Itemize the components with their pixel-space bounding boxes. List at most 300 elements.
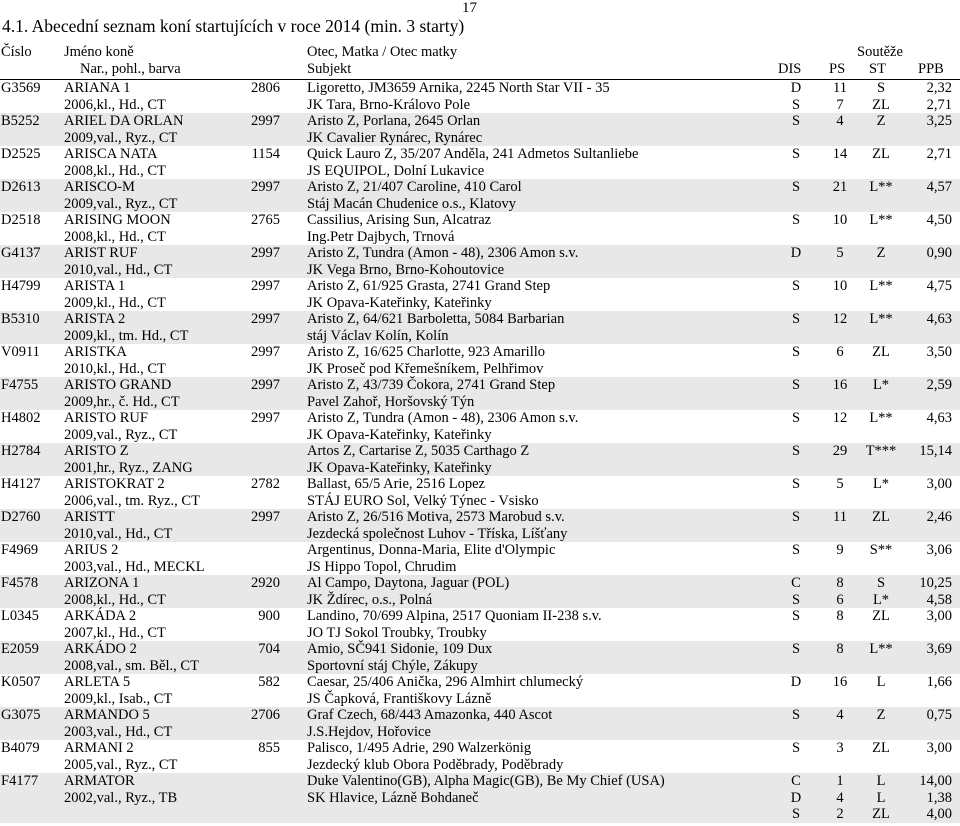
- horse-list: [0, 80, 960, 823]
- horse-info: 2009,val., Ryz., CT: [64, 129, 178, 146]
- result-ppb: 4,50: [926, 212, 952, 228]
- horse-entry: [0, 179, 960, 212]
- horse-id: K0507: [1, 674, 41, 690]
- result-st: Z: [876, 113, 886, 129]
- horse-name: ARIST RUF: [64, 245, 138, 261]
- horse-entry: [0, 542, 960, 575]
- entry-line: [0, 97, 960, 114]
- result-dis: D: [790, 789, 802, 806]
- result-st: S: [876, 575, 886, 591]
- pedigree: Graf Czech, 68/443 Amazonka, 440 Ascot: [307, 707, 553, 723]
- page-title: 4.1. Abecední seznam koní startujících v roce 2014 (min. 3 starty): [2, 16, 465, 36]
- horse-name: ARMANI 2: [64, 740, 134, 756]
- entry-line: [0, 410, 960, 427]
- subject: JK Cavalier Rynárec, Rynárec: [307, 129, 483, 146]
- horse-name: ARISCO-M: [64, 179, 135, 195]
- sire-number: 2806: [251, 80, 280, 96]
- entry-line: [0, 377, 960, 394]
- result-dis: S: [791, 179, 801, 195]
- pedigree: Aristo Z, 21/407 Caroline, 410 Carol: [307, 179, 522, 195]
- result-ps: 8: [836, 641, 844, 657]
- sire-number: 2782: [251, 476, 280, 492]
- entry-line: [0, 691, 960, 708]
- horse-id: H2784: [1, 443, 41, 459]
- horse-info: 2008,kl., Hd., CT: [64, 591, 166, 608]
- sire-number: 1154: [251, 146, 280, 162]
- subject: Jezdecký klub Obora Poděbrady, Poděbrady: [307, 756, 564, 773]
- result-ps: 5: [836, 245, 844, 261]
- result-dis: S: [791, 146, 801, 162]
- result-ps: 8: [836, 608, 844, 624]
- entry-line: [0, 245, 960, 262]
- horse-info: 2009,kl., tm. Hd., CT: [64, 327, 189, 344]
- result-ppb: 10,25: [919, 575, 952, 591]
- result-ppb: 1,66: [926, 674, 952, 690]
- result-st: L**: [869, 278, 893, 294]
- result-ppb: 2,71: [926, 96, 952, 113]
- result-st: L*: [872, 476, 890, 492]
- horse-entry: [0, 212, 960, 245]
- entry-line: [0, 592, 960, 609]
- result-ppb: 3,00: [926, 740, 952, 756]
- horse-id: H4802: [1, 410, 41, 426]
- horse-info: 2008,kl., Hd., CT: [64, 228, 166, 245]
- sire-number: 2997: [251, 509, 280, 525]
- sire-number: 2997: [251, 113, 280, 129]
- entry-line: [0, 493, 960, 510]
- horse-info: 2001,hr., Ryz., ZANG: [64, 459, 193, 476]
- horse-info: 2003,val., Hd., MECKL: [64, 558, 205, 575]
- page-number: 17: [462, 0, 477, 16]
- result-st: ZL: [872, 96, 890, 113]
- result-ps: 11: [833, 509, 847, 525]
- result-dis: S: [791, 542, 801, 558]
- entry-line: [0, 773, 960, 790]
- pedigree: Aristo Z, 61/925 Grasta, 2741 Grand Step: [307, 278, 551, 294]
- result-ppb: 4,75: [926, 278, 952, 294]
- result-dis: S: [791, 113, 801, 129]
- horse-id: V0911: [1, 344, 40, 360]
- result-st: ZL: [872, 146, 890, 162]
- result-st: S: [876, 80, 886, 96]
- horse-entry: [0, 707, 960, 740]
- pedigree: Aristo Z, Tundra (Amon - 48), 2306 Amon s.v.: [307, 245, 579, 261]
- entry-line: [0, 476, 960, 493]
- sire-number: 2997: [251, 179, 280, 195]
- horse-info: 2003,val., Hd., CT: [64, 723, 173, 740]
- horse-info: 2008,kl., Hd., CT: [64, 162, 166, 179]
- horse-info: 2009,hr., č. Hd., CT: [64, 393, 180, 410]
- horse-info: 2009,val., Ryz., CT: [64, 426, 178, 443]
- horse-entry: [0, 278, 960, 311]
- result-ps: 12: [832, 311, 848, 327]
- horse-name: ARIUS 2: [64, 542, 119, 558]
- result-dis: S: [791, 377, 801, 393]
- horse-entry: [0, 740, 960, 773]
- pedigree: Aristo Z, 64/621 Barboletta, 5084 Barbarian: [307, 311, 565, 327]
- result-st: L*: [872, 591, 890, 608]
- result-ppb: 2,32: [926, 80, 952, 96]
- entry-line: [0, 443, 960, 460]
- entry-line: [0, 674, 960, 691]
- subject: Jezdecká společnost Luhov - Tříska, Líšťany: [307, 525, 568, 542]
- result-ppb: 3,00: [926, 608, 952, 624]
- horse-id: L0345: [1, 608, 39, 624]
- result-ppb: 2,46: [926, 509, 952, 525]
- horse-entry: [0, 344, 960, 377]
- result-st: L**: [869, 311, 893, 327]
- entry-line: [0, 658, 960, 675]
- horse-info: 2002,val., Ryz., TB: [64, 789, 178, 806]
- result-ppb: 4,00: [926, 806, 952, 822]
- result-dis: S: [791, 212, 801, 228]
- result-ppb: 3,06: [926, 542, 952, 558]
- entry-line: [0, 196, 960, 213]
- header-st: ST: [869, 61, 886, 77]
- sire-number: 2706: [251, 707, 280, 723]
- entry-line: [0, 179, 960, 196]
- result-st: ZL: [872, 344, 890, 360]
- pedigree: Aristo Z, 16/625 Charlotte, 923 Amarillo: [307, 344, 546, 360]
- result-ps: 4: [836, 113, 844, 129]
- result-dis: S: [791, 96, 801, 113]
- result-ppb: 4,58: [926, 591, 952, 608]
- horse-entry: [0, 80, 960, 113]
- result-ps: 10: [832, 212, 848, 228]
- header-nar: Nar., pohl., barva: [80, 61, 181, 77]
- subject: Stáj Macán Chudenice o.s., Klatovy: [307, 195, 516, 212]
- result-st: Z: [876, 245, 886, 261]
- result-st: ZL: [872, 740, 890, 756]
- result-st: ZL: [872, 509, 890, 525]
- subject: Ing.Petr Dajbych, Trnová: [307, 228, 455, 245]
- result-ps: 21: [832, 179, 848, 195]
- horse-id: E2059: [1, 641, 39, 657]
- pedigree: Duke Valentino(GB), Alpha Magic(GB), Be My Chief (USA): [307, 773, 665, 789]
- entry-line: [0, 278, 960, 295]
- result-st: ZL: [872, 608, 890, 624]
- horse-id: D2760: [1, 509, 41, 525]
- result-dis: S: [791, 641, 801, 657]
- result-st: L: [876, 674, 886, 690]
- entry-line: [0, 509, 960, 526]
- horse-name: ARISTO GRAND: [64, 377, 172, 393]
- result-ps: 5: [836, 476, 844, 492]
- pedigree: Aristo Z, 43/739 Čokora, 2741 Grand Step: [307, 377, 556, 393]
- result-st: T***: [865, 443, 897, 459]
- horse-entry: [0, 641, 960, 674]
- entry-line: [0, 212, 960, 229]
- horse-name: ARISTKA: [64, 344, 127, 360]
- result-st: L**: [869, 641, 893, 657]
- entry-line: [0, 608, 960, 625]
- result-st: S**: [869, 542, 893, 558]
- result-ps: 29: [832, 443, 848, 459]
- entry-line: [0, 542, 960, 559]
- horse-name: ARISTO Z: [64, 443, 129, 459]
- header-jmeno: Jméno koně: [64, 44, 134, 60]
- result-st: L: [876, 789, 886, 806]
- sire-number: 2765: [251, 212, 280, 228]
- result-ps: 11: [833, 80, 847, 96]
- horse-name: ARISTT: [64, 509, 115, 525]
- entry-line: [0, 394, 960, 411]
- subject: stáj Václav Kolín, Kolín: [307, 327, 449, 344]
- sire-number: 2997: [251, 344, 280, 360]
- subject: Sportovní stáj Chýle, Zákupy: [307, 657, 478, 674]
- subject: Pavel Zahoř, Horšovský Týn: [307, 393, 475, 410]
- horse-name: ARISCA NATA: [64, 146, 158, 162]
- pedigree: Aristo Z, Tundra (Amon - 48), 2306 Amon s.v.: [307, 410, 579, 426]
- header-soutěže: Soutěže: [857, 44, 903, 60]
- result-ps: 16: [832, 377, 848, 393]
- pedigree: Aristo Z, Porlana, 2645 Orlan: [307, 113, 481, 129]
- subject: JK Tara, Brno-Královo Pole: [307, 96, 471, 113]
- result-dis: S: [791, 344, 801, 360]
- result-ps: 8: [836, 575, 844, 591]
- horse-name: ARIANA 1: [64, 80, 131, 96]
- horse-entry: [0, 773, 960, 823]
- horse-name: ARIZONA 1: [64, 575, 140, 591]
- subject: JK Opava-Kateřinky, Kateřinky: [307, 294, 492, 311]
- result-ppb: 3,50: [926, 344, 952, 360]
- pedigree: Cassilius, Arising Sun, Alcatraz: [307, 212, 492, 228]
- horse-info: 2006,val., tm. Ryz., CT: [64, 492, 200, 509]
- horse-id: B4079: [1, 740, 40, 756]
- result-ppb: 4,63: [926, 410, 952, 426]
- result-st: ZL: [872, 806, 890, 822]
- subject: STÁJ EURO Sol, Velký Týnec - Vsisko: [307, 492, 539, 509]
- entry-line: [0, 80, 960, 97]
- sire-number: 900: [258, 608, 280, 624]
- horse-id: F4578: [1, 575, 39, 591]
- result-ps: 4: [836, 707, 844, 723]
- result-ps: 1: [836, 773, 844, 789]
- result-st: L**: [869, 179, 893, 195]
- result-ppb: 4,63: [926, 311, 952, 327]
- horse-name: ARMATOR: [64, 773, 135, 789]
- result-ppb: 3,69: [926, 641, 952, 657]
- entry-line: [0, 707, 960, 724]
- entry-line: [0, 575, 960, 592]
- sire-number: 582: [258, 674, 280, 690]
- result-dis: D: [790, 674, 802, 690]
- horse-entry: [0, 674, 960, 707]
- pedigree: Quick Lauro Z, 35/207 Anděla, 241 Admetos Sultanliebe: [307, 146, 639, 162]
- horse-id: G3075: [1, 707, 41, 723]
- pedigree: Al Campo, Daytona, Jaguar (POL): [307, 575, 510, 591]
- result-ps: 3: [836, 740, 844, 756]
- result-dis: D: [790, 80, 802, 96]
- horse-name: ARMANDO 5: [64, 707, 150, 723]
- entry-line: [0, 163, 960, 180]
- pedigree: Artos Z, Cartarise Z, 5035 Carthago Z: [307, 443, 530, 459]
- horse-id: F4755: [1, 377, 39, 393]
- horse-id: F4969: [1, 542, 39, 558]
- horse-entry: [0, 113, 960, 146]
- result-dis: S: [791, 311, 801, 327]
- horse-entry: [0, 377, 960, 410]
- subject: J.S.Hejdov, Hořovice: [307, 723, 431, 740]
- result-dis: S: [791, 591, 801, 608]
- result-ppb: 0,90: [926, 245, 952, 261]
- result-ppb: 2,59: [926, 377, 952, 393]
- result-ps: 7: [836, 96, 844, 113]
- subject: JK Vega Brno, Brno-Kohoutovice: [307, 261, 505, 278]
- result-st: Z: [876, 707, 886, 723]
- horse-info: 2008,val., sm. Běl., CT: [64, 657, 199, 674]
- horse-entry: [0, 575, 960, 608]
- horse-name: ARKÁDA 2: [64, 608, 137, 624]
- header-dis: DIS: [778, 61, 802, 77]
- entry-line: [0, 113, 960, 130]
- sire-number: 855: [258, 740, 280, 756]
- horse-info: 2009,kl., Isab., CT: [64, 690, 173, 707]
- entry-line: [0, 229, 960, 246]
- horse-id: B5252: [1, 113, 40, 129]
- entry-line: [0, 311, 960, 328]
- result-dis: S: [791, 806, 801, 822]
- result-ps: 2: [836, 806, 844, 822]
- horse-entry: [0, 443, 960, 476]
- horse-name: ARISTA 2: [64, 311, 126, 327]
- entry-line: [0, 740, 960, 757]
- entry-line: [0, 757, 960, 774]
- result-ps: 9: [836, 542, 844, 558]
- result-ppb: 3,25: [926, 113, 952, 129]
- pedigree: Palisco, 1/495 Adrie, 290 Walzerkönig: [307, 740, 532, 756]
- horse-info: 2010,val., Hd., CT: [64, 525, 173, 542]
- subject: JK Opava-Kateřinky, Kateřinky: [307, 459, 492, 476]
- subject: JK Opava-Kateřinky, Kateřinky: [307, 426, 492, 443]
- header-subjekt: Subjekt: [307, 61, 352, 77]
- result-ppb: 2,71: [926, 146, 952, 162]
- result-dis: S: [791, 608, 801, 624]
- horse-name: ARISTA 1: [64, 278, 126, 294]
- horse-name: ARIEL DA ORLAN: [64, 113, 184, 129]
- horse-id: D2613: [1, 179, 41, 195]
- entry-line: [0, 130, 960, 147]
- result-ps: 10: [832, 278, 848, 294]
- pedigree: Argentinus, Donna-Maria, Elite d'Olympic: [307, 542, 556, 558]
- pedigree: Landino, 70/699 Alpina, 2517 Quoniam II-238 s.v.: [307, 608, 602, 624]
- result-dis: S: [791, 707, 801, 723]
- result-st: L**: [869, 212, 893, 228]
- result-dis: S: [791, 410, 801, 426]
- horse-info: 2009,kl., Hd., CT: [64, 294, 166, 311]
- horse-name: ARISTO RUF: [64, 410, 148, 426]
- result-st: L**: [869, 410, 893, 426]
- entry-line: [0, 427, 960, 444]
- sire-number: 2997: [251, 377, 280, 393]
- entry-line: [0, 641, 960, 658]
- result-ps: 6: [836, 344, 844, 360]
- entry-line: [0, 146, 960, 163]
- horse-info: 2009,val., Ryz., CT: [64, 195, 178, 212]
- result-ps: 4: [836, 789, 844, 806]
- horse-id: H4127: [1, 476, 41, 492]
- horse-id: B5310: [1, 311, 40, 327]
- result-ppb: 15,14: [919, 443, 952, 459]
- horse-name: ARLETA 5: [64, 674, 131, 690]
- result-st: L: [876, 773, 886, 789]
- entry-line: [0, 295, 960, 312]
- result-dis: S: [791, 278, 801, 294]
- sire-number: 704: [258, 641, 280, 657]
- horse-info: 2007,kl., Hd., CT: [64, 624, 166, 641]
- entry-line: [0, 790, 960, 807]
- pedigree: Ballast, 65/5 Arie, 2516 Lopez: [307, 476, 485, 492]
- result-ppb: 1,38: [926, 789, 952, 806]
- horse-id: D2518: [1, 212, 41, 228]
- entry-line: [0, 625, 960, 642]
- horse-info: 2005,val., Ryz., CT: [64, 756, 178, 773]
- entry-line: [0, 344, 960, 361]
- horse-entry: [0, 311, 960, 344]
- horse-entry: [0, 476, 960, 509]
- horse-entry: [0, 245, 960, 278]
- entry-line: [0, 806, 960, 823]
- horse-name: ARISTOKRAT 2: [64, 476, 165, 492]
- pedigree: Amio, SČ941 Sidonie, 109 Dux: [307, 641, 493, 657]
- result-ppb: 14,00: [919, 773, 952, 789]
- horse-id: H4799: [1, 278, 41, 294]
- sire-number: 2997: [251, 311, 280, 327]
- result-ppb: 0,75: [926, 707, 952, 723]
- subject: SK Hlavice, Lázně Bohdaneč: [307, 789, 479, 806]
- horse-info: 2006,kl., Hd., CT: [64, 96, 166, 113]
- result-dis: S: [791, 443, 801, 459]
- result-dis: D: [790, 245, 802, 261]
- horse-info: 2010,val., Hd., CT: [64, 261, 173, 278]
- entry-line: [0, 460, 960, 477]
- pedigree: Ligoretto, JM3659 Arnika, 2245 North Star VII - 35: [307, 80, 610, 96]
- entry-line: [0, 724, 960, 741]
- result-ps: 14: [832, 146, 848, 162]
- result-ppb: 3,00: [926, 476, 952, 492]
- header-ps: PS: [829, 61, 846, 77]
- horse-name: ARKÁDO 2: [64, 641, 137, 657]
- result-dis: C: [791, 773, 801, 789]
- subject: JS Hippo Topol, Chrudim: [307, 558, 457, 575]
- horse-id: G4137: [1, 245, 41, 261]
- result-ps: 6: [836, 591, 844, 608]
- entry-line: [0, 262, 960, 279]
- horse-id: D2525: [1, 146, 41, 162]
- header-cislo: Číslo: [1, 44, 32, 60]
- result-ppb: 4,57: [926, 179, 952, 195]
- pedigree: Aristo Z, 26/516 Motiva, 2573 Marobud s.v.: [307, 509, 565, 525]
- result-dis: S: [791, 476, 801, 492]
- horse-entry: [0, 410, 960, 443]
- horse-entry: [0, 146, 960, 179]
- entry-line: [0, 559, 960, 576]
- pedigree: Caesar, 25/406 Anička, 296 Almhirt chlumecký: [307, 674, 584, 690]
- entry-line: [0, 361, 960, 378]
- subject: JK Ždírec, o.s., Polná: [307, 591, 433, 608]
- subject: JK Proseč pod Křemešníkem, Pelhřimov: [307, 360, 544, 377]
- horse-id: G3569: [1, 80, 41, 96]
- horse-name: ARISING MOON: [64, 212, 171, 228]
- entry-line: [0, 328, 960, 345]
- result-dis: S: [791, 509, 801, 525]
- result-dis: S: [791, 740, 801, 756]
- result-st: L*: [872, 377, 890, 393]
- subject: JO TJ Sokol Troubky, Troubky: [307, 624, 487, 641]
- subject: JS Čapková, Františkovy Lázně: [307, 690, 492, 707]
- horse-info: 2010,kl., Hd., CT: [64, 360, 166, 377]
- sire-number: 2997: [251, 410, 280, 426]
